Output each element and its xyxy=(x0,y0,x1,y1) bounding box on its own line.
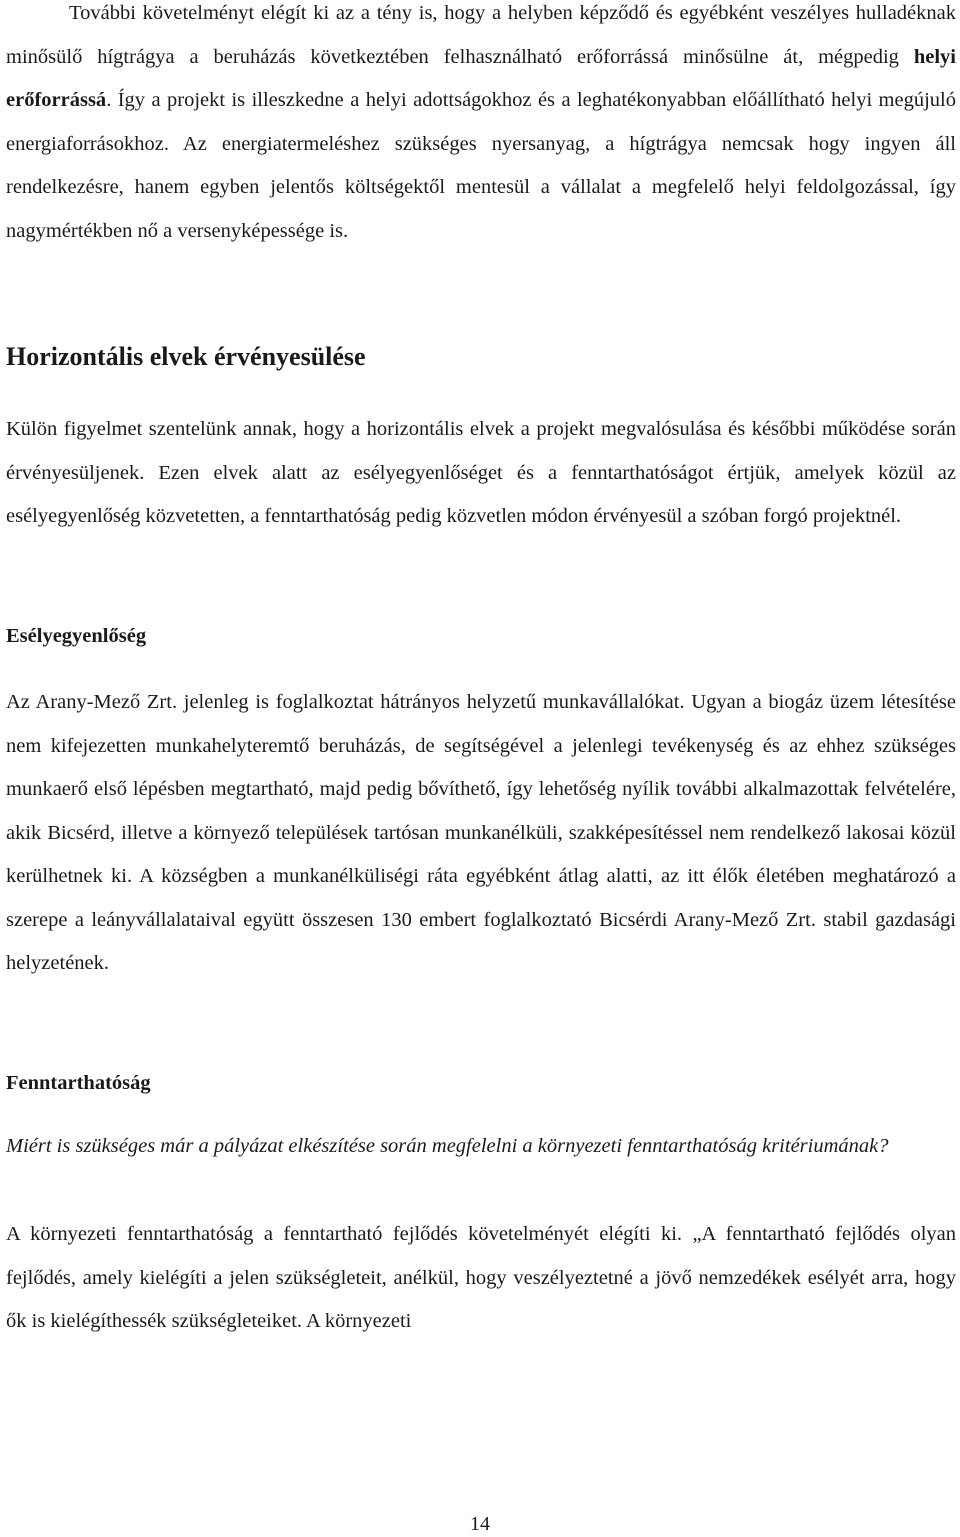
paragraph-sustainability: A környezeti fenntarthatóság a fenntartható fejlődés követelményét elégíti ki. „A fenntartható fejlődés olyan fejlődés, amely kielégíti a jelen szükségleteit, anélkül, hogy veszélyeztetné a jövő nemzedékek esélyét arra, hogy ők is kielégíthessék szükségleteiket. A környezeti xyxy=(6,1223,956,1332)
paragraph-resource xyxy=(6,0,956,253)
bold-phrase: helyi erőforrássá xyxy=(6,45,956,111)
paragraph-text: További követelményt elégít ki az a tény is, hogy a helyben képződő és egyébként veszélyes hulladéknak minősülő hígtrágya a beruházás következtében felhasználható erőforrássá minősülne át, mégpedig xyxy=(6,2,956,68)
paragraph-text: . Így a projekt is illeszkedne a helyi adottságokhoz és a leghatékonyabban előállítható helyi megújuló energiaforrásokhoz. Az energiatermeléshez szükséges nyersanyag, a hígtrágya nemcsak hogy ingyen áll rendelkezésre, hanem egyben jelentős költségektől mentesül a vállalat a megfelelő helyi feldolgozással, így nagymértékben nő a versenyképessége is. xyxy=(6,89,956,242)
heading-equal-opportunity: Esélyegyenlőség xyxy=(6,625,147,647)
paragraph-equal-opportunity: Az Arany-Mező Zrt. jelenleg is foglalkoztat hátrányos helyzetű munkavállalókat. Ugyan a biogáz üzem létesítése nem kifejezetten munkahelyteremtő beruházás, de segítségével a jelenlegi tevékenység és az ehhez szükséges munkaerő első lépésben megtartható, majd pedig bővíthető, így lehetőség nyílik további alkalmazottak felvételére, akik Bicsérd, illetve a környező települések tartósan munkanélküli, szakképesítéssel nem rendelkező lakosai közül kerülhetnek ki. A községben a munkanélküliségi ráta egyébként átlag alatti, az itt élők életében meghatározó a szerepe a leányvállalataival együtt összesen 130 embert foglalkoztató Bicsérdi Arany-Mező Zrt. stabil gazdasági helyzetének. xyxy=(6,691,956,974)
sustainability-question: Miért is szükséges már a pályázat elkészítése során megfelelni a környezeti fenntarthatóság kritériumának? xyxy=(6,1135,889,1157)
paragraph-horizontal-principles: Külön figyelmet szentelünk annak, hogy a horizontális elvek a projekt megvalósulása és későbbi működése során érvényesüljenek. Ezen elvek alatt az esélyegyenlőséget és a fenntarthatóságot értjük, amelyek közül az esélyegyenlőség közvetetten, a fenntarthatóság pedig közvetlen módon érvényesül a szóban forgó projektnél. xyxy=(6,418,956,527)
page-number: 14 xyxy=(470,1513,490,1535)
heading-horizontal-principles: Horizontális elvek érvényesülése xyxy=(6,342,366,371)
heading-sustainability: Fenntarthatóság xyxy=(6,1072,151,1094)
